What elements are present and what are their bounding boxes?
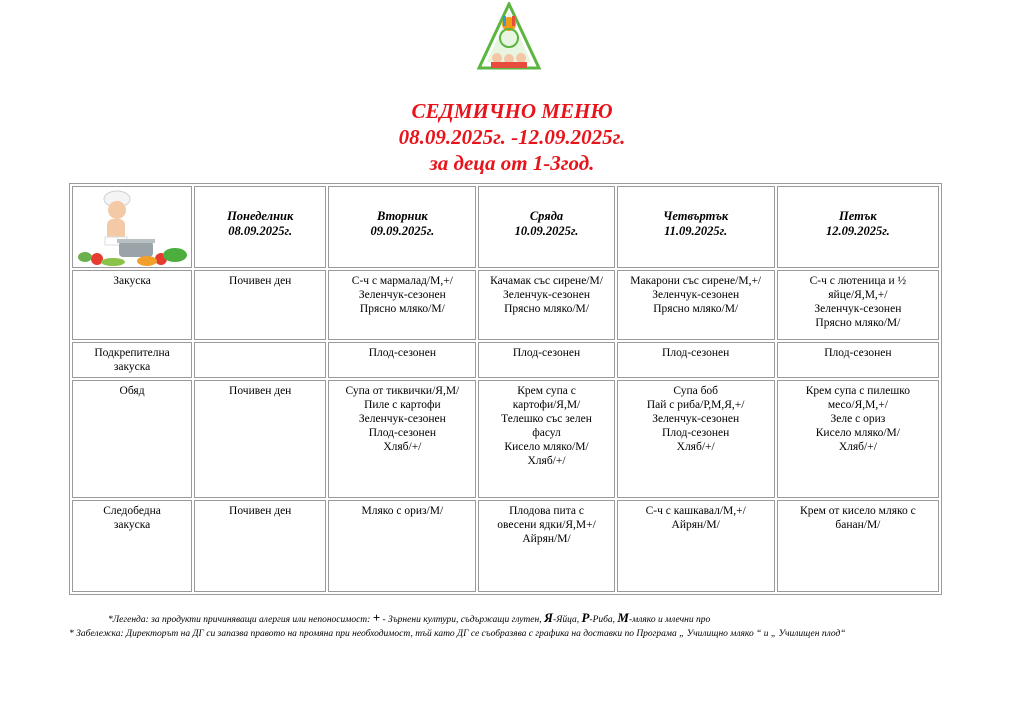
meal-label: Закуска	[72, 270, 192, 340]
kindergarten-logo-icon	[473, 2, 545, 72]
meal-cell: С-ч с лютеница и ½ яйце/Я,М,+/ Зеленчук-сезонен Прясно мляко/М/	[777, 270, 939, 340]
menu-table	[69, 183, 942, 595]
legend-egg-text: -Яйца,	[552, 615, 580, 625]
day-date: 12.09.2025г.	[825, 224, 890, 238]
meal-cell: Плод-сезонен	[777, 342, 939, 378]
day-name: Вторник	[376, 209, 428, 223]
day-date: 09.09.2025г.	[370, 224, 435, 238]
meal-label: Подкрепителна закуска	[72, 342, 192, 378]
day-header-tuesday	[328, 186, 476, 268]
menu-title-block	[0, 98, 1024, 176]
legend-milk-text: -мляко и млечни про	[628, 615, 711, 625]
meal-cell: Почивен ден	[194, 380, 326, 498]
meal-cell: Крем от кисело мляко с банан/М/	[777, 500, 939, 592]
legend-egg-code: Я	[543, 610, 553, 625]
day-date: 08.09.2025г.	[228, 224, 293, 238]
table-row-breakfast	[72, 270, 939, 340]
day-header-wednesday	[478, 186, 614, 268]
meal-cell: Плод-сезонен	[617, 342, 775, 378]
meal-cell: Плод-сезонен	[328, 342, 476, 378]
legend-fish-text: -Риба,	[589, 615, 616, 625]
legend-plus-symbol: +	[372, 610, 381, 625]
table-row-snack	[72, 342, 939, 378]
baby-chef-icon	[77, 189, 191, 267]
table-row-lunch	[72, 380, 939, 498]
day-header-friday	[777, 186, 939, 268]
menu-title: СЕДМИЧНО МЕНЮ	[411, 99, 613, 123]
director-note: * Забележка: Директорът на ДГ си запазва правото на промяна при необходимост, тъй като ДГ се съобразява с графика на доставки по Програма „ Училищно мляко “ и „ Училищен плод“	[69, 629, 846, 639]
table-header-row	[72, 186, 939, 268]
meal-cell: Крем супа с пилешко месо/Я,М,+/ Зеле с ориз Кисело мляко/М/ Хляб/+/	[777, 380, 939, 498]
day-name: Петък	[839, 209, 877, 223]
day-date: 11.09.2025г.	[664, 224, 728, 238]
meal-cell	[194, 342, 326, 378]
meal-cell: С-ч с мармалад/М,+/ Зеленчук-сезонен Прясно мляко/М/	[328, 270, 476, 340]
legend-intro: Легенда: за продукти причиняващи алергия или непоносимост:	[112, 615, 371, 625]
meal-cell: Почивен ден	[194, 270, 326, 340]
table-row-afternoon-snack	[72, 500, 939, 592]
legend-milk-code: М	[617, 610, 629, 625]
day-name: Понеделник	[227, 209, 294, 223]
chef-image-cell	[72, 186, 192, 268]
meal-cell: Супа боб Пай с риба/Р,М,Я,+/ Зеленчук-сезонен Плод-сезонен Хляб/+/	[617, 380, 775, 498]
legend-fish-code: Р	[581, 610, 590, 625]
menu-date-range: 08.09.2025г. -12.09.2025г.	[398, 125, 626, 149]
meal-cell: Плодова пита с овесени ядки/Я,М+/ Айрян/М/	[478, 500, 614, 592]
day-name: Четвъртък	[663, 209, 729, 223]
legend-plus-text: - Зърнени култури, съдържащи глутен,	[380, 615, 542, 625]
menu-age-group: за деца от 1-3год.	[429, 151, 595, 175]
day-header-monday	[194, 186, 326, 268]
day-date: 10.09.2025г.	[514, 224, 579, 238]
allergen-legend	[108, 612, 928, 626]
meal-cell: Супа от тиквички/Я,М/ Пиле с картофи Зеленчук-сезонен Плод-сезонен Хляб/+/	[328, 380, 476, 498]
meal-cell: Макарони със сирене/М,+/ Зеленчук-сезонен Прясно мляко/М/	[617, 270, 775, 340]
meal-cell: Крем супа с картофи/Я,М/ Телешко със зелен фасул Кисело мляко/М/ Хляб/+/	[478, 380, 614, 498]
meal-cell: Почивен ден	[194, 500, 326, 592]
meal-cell: Качамак със сирене/М/ Зеленчук-сезонен Прясно мляко/М/	[478, 270, 614, 340]
day-name: Сряда	[529, 209, 564, 223]
meal-cell: Мляко с ориз/М/	[328, 500, 476, 592]
day-header-thursday	[617, 186, 775, 268]
meal-cell: С-ч с кашкавал/М,+/ Айрян/М/	[617, 500, 775, 592]
legend-prefix: *	[108, 615, 113, 625]
meal-label: Следобедна закуска	[72, 500, 192, 592]
meal-cell: Плод-сезонен	[478, 342, 614, 378]
meal-label: Обяд	[72, 380, 192, 498]
